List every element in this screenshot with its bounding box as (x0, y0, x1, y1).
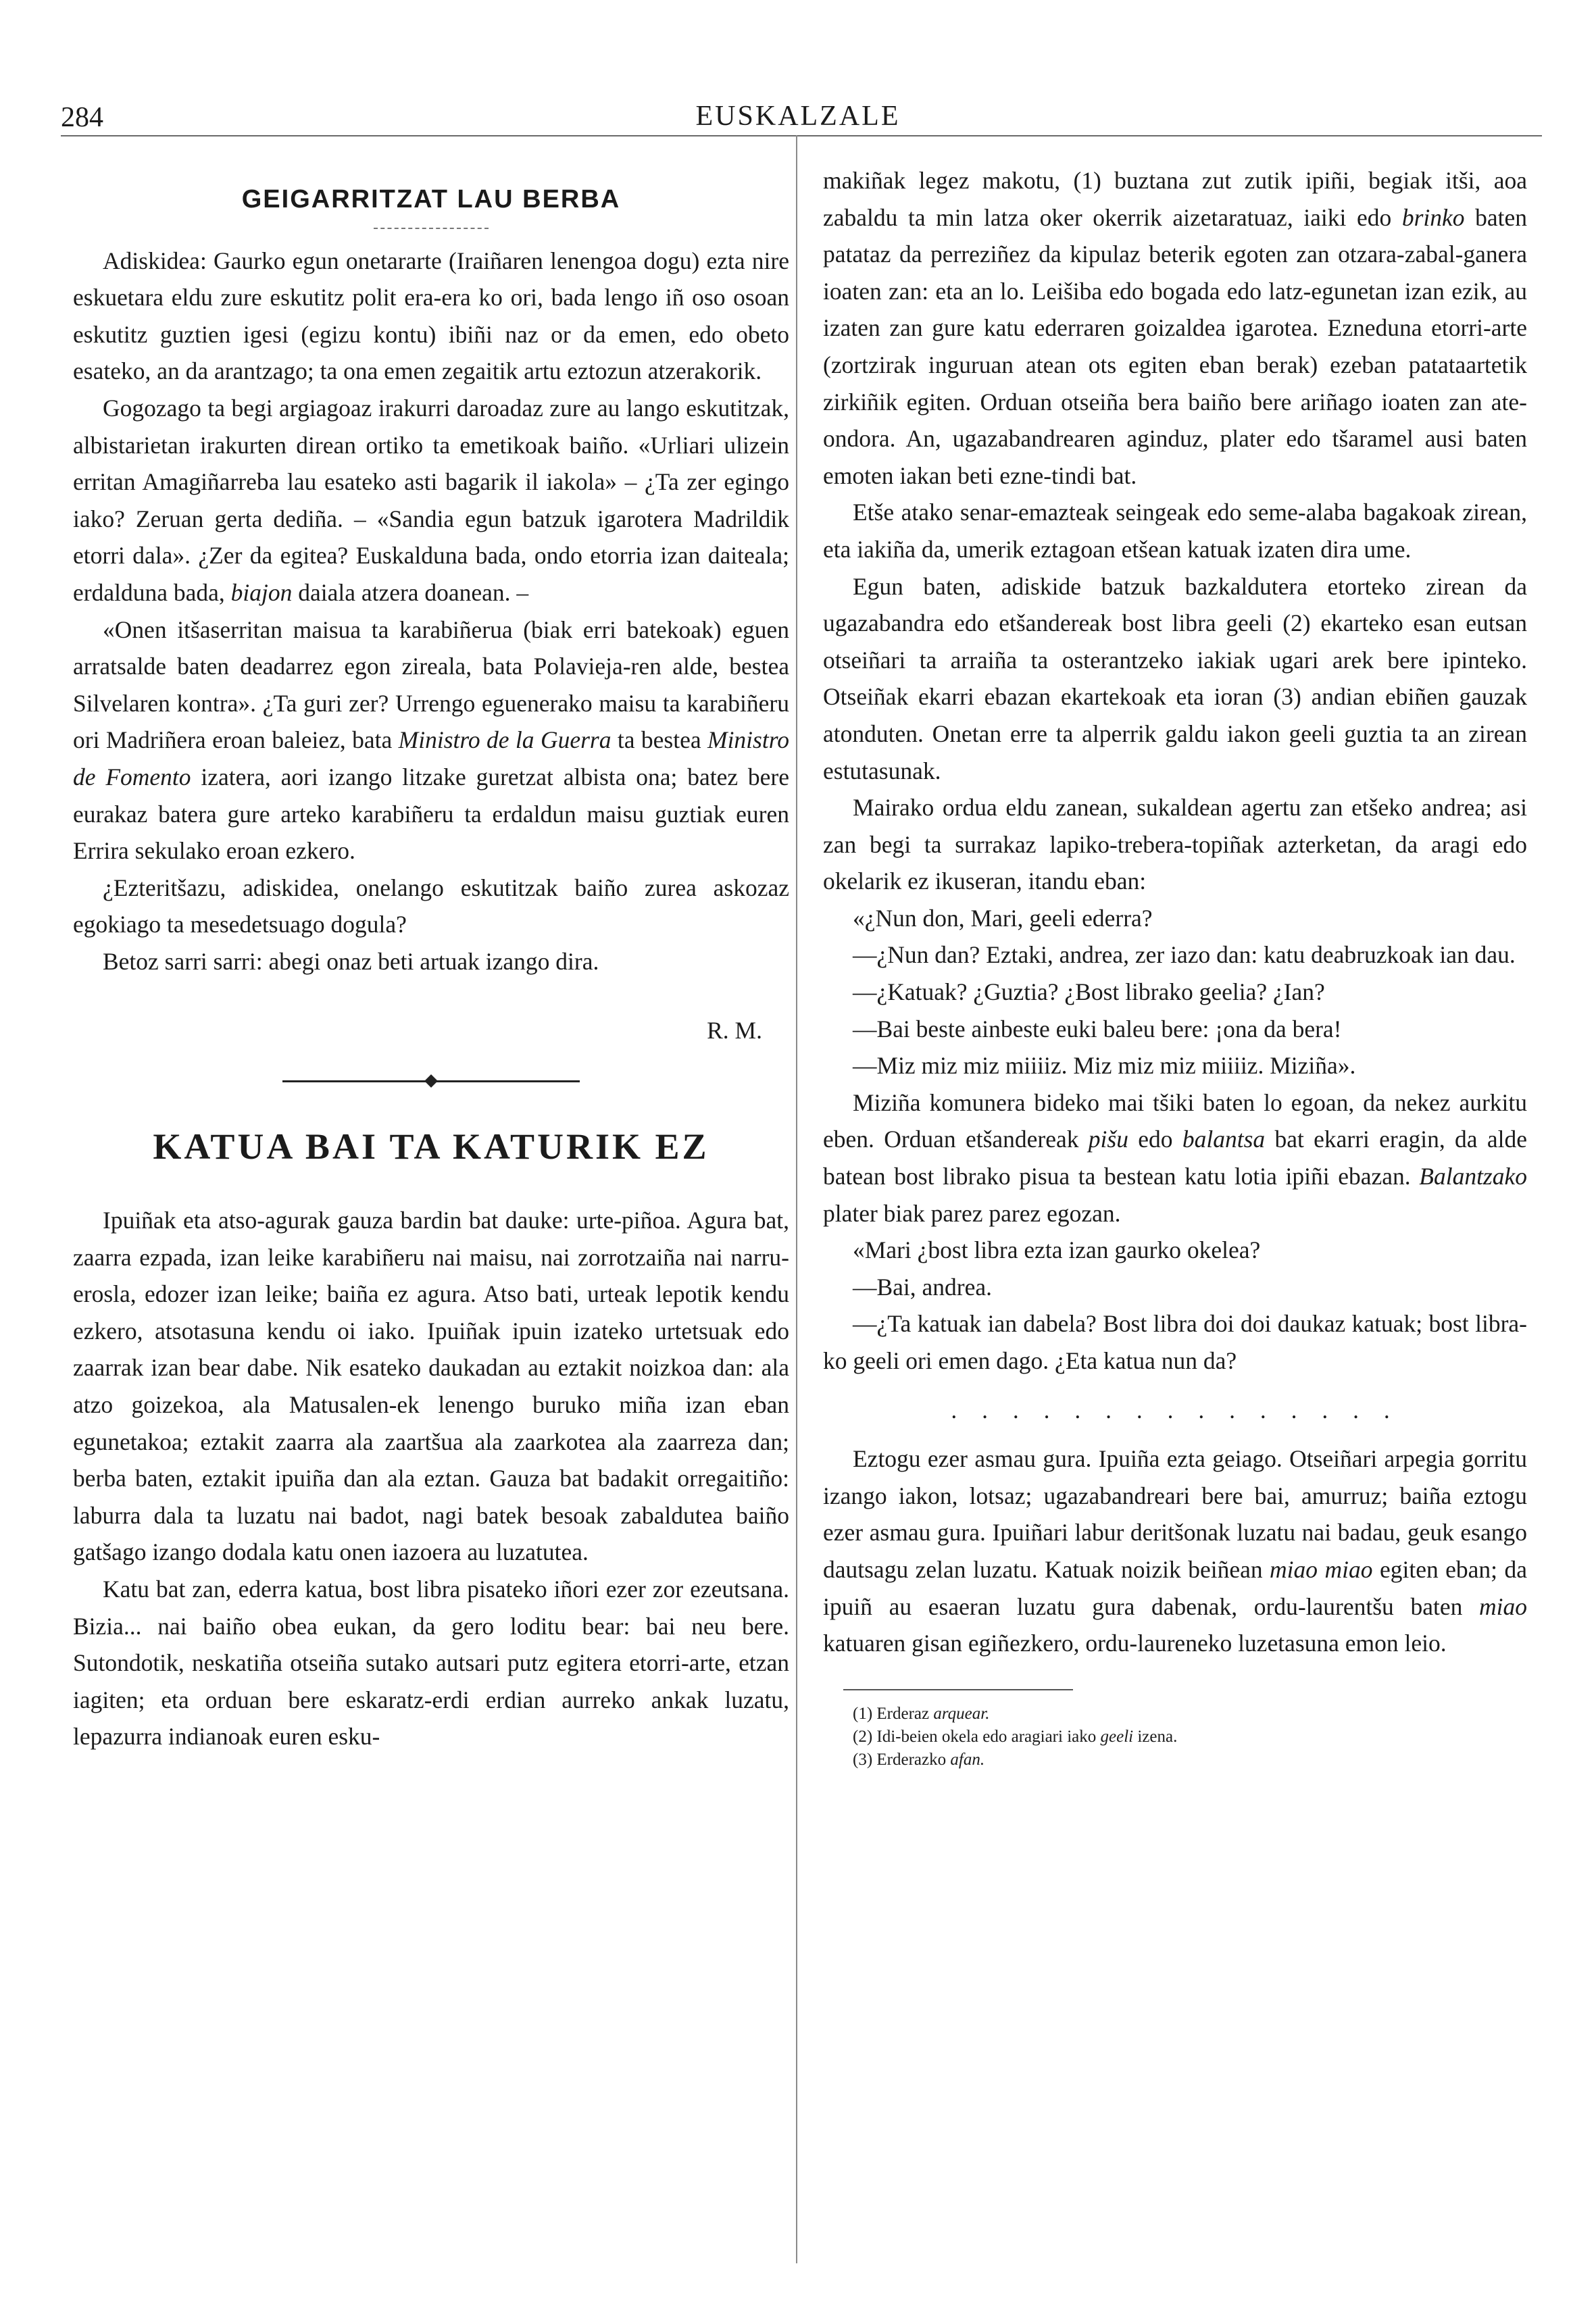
paragraph: Betoz sarri sarri: abegi onaz beti artuak izango dira. (103, 947, 599, 975)
signature: R. M. (707, 1017, 762, 1045)
left-column (73, 162, 789, 1755)
dialogue-line: —Bai beste ainbeste euki baleu bere: ¡ona da bera! (853, 1015, 1342, 1042)
paragraph: Eztogu ezer asmau gura. Ipuiña ezta geiago. Otseiñari arpegia gorritu izango iakon, lotsaz; ugazabandreari bere bai, amurruz; baiña eztogu ezer asmau gura. Ipuiñari labur deritšonak luzatu nai badau, geuk esango dautsagu zelan luzatu. Katuak noizik beiñean miao miao egiten eban; da ipuiñ au esaeran luzatu gura dabenak, ordu-laurentšu baten miao katuaren gisan egiñezkero, ordu-laureneko luzetasuna emon leio. (823, 1445, 1528, 1657)
paragraph: Miziña komunera bideko mai tšiki baten lo egoan, da nekez aurkitu eben. Orduan etšandereak pišu edo balantsa bat ekarri eragin, da alde batean bost librako pisua ta bestean katu lotia ipiñi ebazan. Balantzako plater biak parez parez egozan. (823, 1088, 1527, 1227)
paragraph: Etše atako senar-emazteak seingeak edo seme-alaba bagakoak zirean, eta iakiña da, umerik eztagoan etšean katuak izaten dira ume. (823, 499, 1527, 563)
footnote-1: (1) Erderaz arquear. (853, 1704, 990, 1723)
dialogue-line: —¿Nun dan? Eztaki, andrea, zer iazo dan: katu deabruzkoak ian dau. (853, 941, 1516, 969)
paragraph: makiñak legez makotu, (1) buztana zut zutik ipiñi, begiak itši, aoa zabaldu ta min latza oker okerrik aizetaratuaz, iaiki edo brinko baten patataz da perreziñez da kipulaz beterik egoten zan otzara-zabal-ganera ioaten zan: eta an lo. Leišiba edo bogada edo latz-egunetan izan ezik, au izaten zan gure katu ederraren goizaldea igarotea. Ezneduna etorri-arte (zortzirak inguruan atean ots egiten eban berak) ezeban patataartetik zirkiñik egiten. Orduan otseiña bera baiño bere ariñago ioaten zan ate-ondora. An, ugazabandrearen aginduz, plater edo tšaramel ausi baten emoten iakan beti ezne-tindi bat. (823, 167, 1527, 489)
column-divider (796, 135, 797, 2263)
footnote-3: (3) Erderazko afan. (853, 1750, 985, 1769)
paragraph: Egun baten, adiskide batzuk bazkaldutera etorteko zirean da ugazabandra edo etšandereak bost libra geeli (2) ekarteko esan eutsan otseiñari ta arraiña ta osterantzeko iakiak ugari arek bere ipinteko. Otseiñak ekarri ebazan ekartekoak eta ioran (3) andian ebiñen gauzak atonduten. Onetan erre ta alperrik galdu iakon geeli guztia ta an zirean estutasunak. (823, 572, 1527, 784)
dialogue-line: —Miz miz miz miiiiz. Miz miz miz miiiiz. Miziña». (853, 1052, 1356, 1080)
paragraph: Ipuiñak eta atso-agurak gauza bardin bat dauke: urte-piñoa. Agura bat, zaarra ezpada, izan leike karabiñeru nai maisu, nai zorrotzaiña nai narru-erosla, edozer izan leike; baiña ez agura. Atso bati, urteak lepotik kendu ezkero, atsotasuna kendu oi iako. Ipuiñak ipuin izateko urtetsuak edo zaarrak izan bear dabe. Nik esateko daukadan au eztakit noizkoa dan: ala atzo goizekoa, ala Matusalen-ek lenengo buruko miña izan eban egunetakoa; eztakit zaarra ala zaartšua ala zaarkotea ala zaarreza dan; berba baten, eztakit ipuiña dan ala eztan. Gauza bat badakit orregaitiño: laburra dala ta luzatu nai badot, nagi batek besoak zabaldutea baiño gatšago izango dodala katu onen iazoera au luzatutea. (73, 1207, 789, 1566)
paragraph: «Onen itšaserritan maisua ta karabiñerua (biak erri batekoak) eguen arratsalde baten deadarrez egon zireala, bata Polavieja-ren alde, bestea Silvelaren kontra». ¿Ta guri zer? Urrengo eguenerako maisu ta karabiñeru ori Madriñera eroan baleiez, bata Ministro de la Guerra ta bestea Ministro de Fomento izatera, aori izango litzake guretzat albista ona; batez bere eurakaz batera gure arteko karabiñeru ta erdaldun maisu guztiak euren Errira sekulako eroan ezkero. (73, 615, 790, 865)
footnote-rule (843, 1689, 1073, 1690)
paragraph: Adiskidea: Gaurko egun onetararte (Iraiñaren lenengoa dogu) ezta nire eskuetara eldu zure eskutitz polit era-era ko ori, bada lengo iñ oso osoan eskutitz guztien igesi (egizu kontu) ibiñi naz or da emen, edo obeto esateko, an da arantzago; ta ona emen zegaitik artu eztozun atzerakorik. (73, 247, 789, 385)
ornamental-divider (282, 1076, 580, 1086)
dialogue-line: —¿Ta katuak ian dabela? Bost libra doi doi daukaz katuak; bost libra-ko geeli ori emen dago. ¿Eta katua nun da? (823, 1310, 1527, 1374)
page-number: 284 (61, 102, 103, 133)
paragraph: Gogozago ta begi argiagoaz irakurri daroadaz zure au lango eskutitzak, albistarietan irakurten direan ortiko ta emetikoak baiño. «Urliari ulizein erritan Amagiñarreba lau esateko asti bagarik il iakola» – ¿Ta zer egingo iako? Zeruan gerta dediña. – «Sandia egun batzuk igarotera Madrildik etorri dala». ¿Zer da egitea? Euskalduna bada, ondo etorria izan daiteala; erdalduna bada, biajon daiala atzera doanean. – (73, 394, 789, 606)
right-column (823, 162, 1527, 1771)
header-rule (61, 135, 1542, 136)
footnote-2: (2) Idi-beien okela edo aragiari iako geeli izena. (853, 1727, 1178, 1746)
dialogue-line: —¿Katuak? ¿Guztia? ¿Bost librako geelia? ¿Ian? (853, 978, 1325, 1006)
dialogue-line: «Mari ¿bost libra ezta izan gaurko okelea? (853, 1236, 1261, 1264)
article-title-katua: KATUA BAI TA KATURIK EZ (153, 1126, 709, 1167)
dialogue-line: «¿Nun don, Mari, geeli ederra? (853, 904, 1153, 932)
title-underline (374, 228, 489, 229)
paragraph: Mairako ordua eldu zanean, sukaldean agertu zan etšeko andrea; asi zan begi ta surrakaz lapiko-trebera-topiñak azterketan, da aragi edo okelarik ez ikuseran, itandu eban: (823, 794, 1527, 895)
running-title: EUSKALZALE (695, 101, 901, 132)
dialogue-line: —Bai, andrea. (853, 1273, 993, 1301)
paragraph: Katu bat zan, ederra katua, bost libra pisateko iñori ezer zor ezeutsana. Bizia... nai baiño obea eukan, da gero loditu bear: bai neu bere. Sutondotik, neskatiña otseiña sutako autsari putz egitera etorri-arte, etzan iagiten; eta orduan bere eskaratz-erdi erdian aurreko ankak luzatu, lepazurra indianoak euren esku- (73, 1576, 789, 1751)
paragraph: ¿Ezteritšazu, adiskidea, onelango eskutitzak baiño zurea askozaz egokiago ta mesedetsuago dogula? (73, 874, 789, 938)
article-title-geigarritzat: GEIGARRITZAT LAU BERBA (241, 185, 621, 213)
section-dots: . . . . . . . . . . . . . . . (951, 1396, 1399, 1424)
